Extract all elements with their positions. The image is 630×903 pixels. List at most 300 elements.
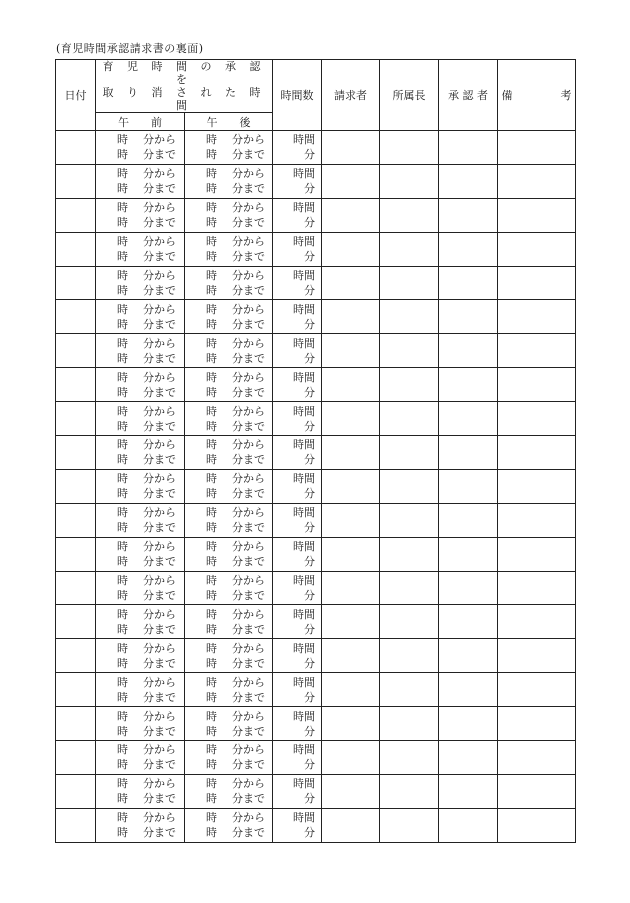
hour-label: 時: [117, 675, 128, 689]
requester-cell[interactable]: [322, 774, 380, 808]
date-cell[interactable]: [56, 605, 96, 639]
requester-cell[interactable]: [322, 639, 380, 673]
until-label: 分まで: [232, 385, 265, 399]
hours-count-cell[interactable]: [273, 503, 322, 537]
am-time-cell[interactable]: [96, 707, 185, 741]
from-label: 分から: [232, 404, 265, 418]
remarks-cell[interactable]: [498, 266, 576, 300]
hour-label: 時: [117, 182, 128, 196]
am-time-cell[interactable]: [96, 774, 185, 808]
hours-count-cell[interactable]: [273, 131, 322, 165]
hour-label: 時: [206, 201, 217, 215]
from-label: 分から: [143, 743, 176, 757]
dept-head-cell[interactable]: [380, 639, 439, 673]
approver-cell[interactable]: [439, 639, 498, 673]
until-label: 分まで: [232, 758, 265, 772]
pm-time-cell[interactable]: [185, 469, 273, 503]
am-time-cell[interactable]: [96, 164, 185, 198]
dept-head-cell[interactable]: [380, 808, 439, 842]
hour-label: 時: [117, 487, 128, 501]
hour-label: 時: [206, 336, 217, 350]
requester-cell[interactable]: [322, 707, 380, 741]
table-row: [56, 571, 576, 605]
date-cell[interactable]: [56, 707, 96, 741]
approver-cell[interactable]: [439, 402, 498, 436]
remarks-cell[interactable]: [498, 131, 576, 165]
approver-cell[interactable]: [439, 469, 498, 503]
remarks-cell[interactable]: [498, 605, 576, 639]
dept-head-cell[interactable]: [380, 741, 439, 775]
dept-head-cell[interactable]: [380, 266, 439, 300]
dept-head-cell[interactable]: [380, 131, 439, 165]
am-time-cell[interactable]: [96, 741, 185, 775]
hours-count-cell[interactable]: [273, 673, 322, 707]
dept-head-cell[interactable]: [380, 571, 439, 605]
date-cell[interactable]: [56, 774, 96, 808]
dept-head-cell[interactable]: [380, 368, 439, 402]
pm-time-cell[interactable]: [185, 741, 273, 775]
pm-time-cell[interactable]: [185, 131, 273, 165]
pm-time-cell[interactable]: [185, 503, 273, 537]
requester-cell[interactable]: [322, 741, 380, 775]
hour-label: 時: [117, 317, 128, 331]
approver-cell[interactable]: [439, 436, 498, 470]
hour-label: 時: [117, 216, 128, 230]
approver-cell[interactable]: [439, 334, 498, 368]
hours-count-cell[interactable]: [273, 605, 322, 639]
hour-label: 時: [206, 487, 217, 501]
hour-label: 時: [117, 269, 128, 282]
hours-count-cell[interactable]: [273, 232, 322, 266]
minutes-unit-label: 分: [304, 826, 316, 840]
minutes-unit-label: 分: [304, 250, 316, 264]
pm-time-cell[interactable]: [185, 571, 273, 605]
hour-label: 時: [117, 777, 128, 791]
remarks-cell[interactable]: [498, 774, 576, 808]
requester-cell[interactable]: [322, 537, 380, 571]
hour-label: 時: [117, 250, 128, 264]
until-label: 分まで: [232, 284, 265, 297]
pm-time-cell[interactable]: [185, 605, 273, 639]
hour-label: 時: [206, 826, 217, 840]
from-label: 分から: [143, 607, 176, 621]
remarks-cell[interactable]: [498, 300, 576, 334]
approver-cell[interactable]: [439, 368, 498, 402]
minutes-unit-label: 分: [304, 453, 316, 467]
hour-label: 時: [117, 133, 128, 147]
pm-time-cell[interactable]: [185, 402, 273, 436]
until-label: 分まで: [232, 351, 265, 365]
hours-count-cell[interactable]: [273, 402, 322, 436]
hours-unit-label: 時間: [293, 675, 316, 689]
from-label: 分から: [143, 302, 176, 316]
hours-count-cell[interactable]: [273, 741, 322, 775]
minutes-unit-label: 分: [304, 419, 316, 433]
until-label: 分まで: [143, 555, 176, 569]
requester-cell[interactable]: [322, 300, 380, 334]
hour-label: 時: [117, 472, 128, 486]
remarks-cell[interactable]: [498, 334, 576, 368]
hour-label: 時: [117, 743, 128, 757]
hour-label: 時: [117, 370, 128, 384]
hour-label: 時: [117, 453, 128, 467]
until-label: 分まで: [143, 250, 176, 264]
hours-count-cell[interactable]: [273, 334, 322, 368]
requester-cell[interactable]: [322, 164, 380, 198]
approver-cell[interactable]: [439, 808, 498, 842]
until-label: 分まで: [143, 453, 176, 467]
remarks-cell[interactable]: [498, 707, 576, 741]
hours-count-cell[interactable]: [273, 469, 322, 503]
minutes-unit-label: 分: [304, 758, 316, 772]
hour-label: 時: [117, 302, 128, 316]
hour-label: 時: [117, 607, 128, 621]
hours-unit-label: 時間: [293, 404, 316, 418]
dept-head-cell[interactable]: [380, 503, 439, 537]
dept-head-cell[interactable]: [380, 436, 439, 470]
table-row: [56, 605, 576, 639]
from-label: 分から: [232, 777, 265, 791]
hours-count-cell[interactable]: [273, 571, 322, 605]
requester-cell[interactable]: [322, 402, 380, 436]
pm-time-cell[interactable]: [185, 334, 273, 368]
am-time-cell[interactable]: [96, 673, 185, 707]
requester-cell[interactable]: [322, 334, 380, 368]
hour-label: 時: [206, 675, 217, 689]
approver-cell[interactable]: [439, 673, 498, 707]
am-time-cell[interactable]: [96, 537, 185, 571]
minutes-unit-label: 分: [304, 555, 316, 569]
from-label: 分から: [143, 201, 176, 215]
dept-head-cell[interactable]: [380, 198, 439, 232]
requester-cell[interactable]: [322, 198, 380, 232]
pm-time-cell[interactable]: [185, 232, 273, 266]
from-label: 分から: [232, 472, 265, 486]
minutes-unit-label: 分: [304, 182, 316, 196]
hour-label: 時: [206, 472, 217, 486]
approver-cell[interactable]: [439, 198, 498, 232]
am-time-cell[interactable]: [96, 131, 185, 165]
am-time-cell[interactable]: [96, 639, 185, 673]
hour-label: 時: [206, 622, 217, 636]
pm-time-cell[interactable]: [185, 639, 273, 673]
hours-count-cell[interactable]: [273, 436, 322, 470]
dept-head-cell[interactable]: [380, 774, 439, 808]
hour-label: 時: [117, 540, 128, 554]
minutes-unit-label: 分: [304, 792, 316, 806]
date-cell[interactable]: [56, 164, 96, 198]
remarks-cell[interactable]: [498, 639, 576, 673]
requester-cell[interactable]: [322, 571, 380, 605]
header-remarks-label: 備 考: [501, 89, 572, 102]
date-cell[interactable]: [56, 639, 96, 673]
minutes-unit-label: 分: [304, 656, 316, 670]
hour-label: 時: [206, 656, 217, 670]
table-row: [56, 402, 576, 436]
am-time-cell[interactable]: [96, 469, 185, 503]
am-time-cell[interactable]: [96, 808, 185, 842]
pm-time-cell[interactable]: [185, 537, 273, 571]
approver-cell[interactable]: [439, 707, 498, 741]
from-label: 分から: [232, 167, 265, 181]
date-cell[interactable]: [56, 368, 96, 402]
table-row: [56, 469, 576, 503]
minutes-unit-label: 分: [304, 622, 316, 636]
table-row: [56, 164, 576, 198]
hours-count-cell[interactable]: [273, 808, 322, 842]
until-label: 分まで: [232, 419, 265, 433]
am-time-cell[interactable]: [96, 266, 185, 300]
approver-cell[interactable]: [439, 164, 498, 198]
hours-unit-label: 時間: [293, 540, 316, 554]
date-cell[interactable]: [56, 402, 96, 436]
hour-label: 時: [206, 182, 217, 196]
pm-time-cell[interactable]: [185, 198, 273, 232]
requester-cell[interactable]: [322, 808, 380, 842]
from-label: 分から: [143, 404, 176, 418]
minutes-unit-label: 分: [304, 385, 316, 399]
approver-cell[interactable]: [439, 741, 498, 775]
date-cell[interactable]: [56, 503, 96, 537]
hours-count-cell[interactable]: [273, 707, 322, 741]
am-time-cell[interactable]: [96, 232, 185, 266]
pm-time-cell[interactable]: [185, 300, 273, 334]
hour-label: 時: [117, 641, 128, 655]
hour-label: 時: [206, 235, 217, 249]
am-time-cell[interactable]: [96, 571, 185, 605]
from-label: 分から: [232, 743, 265, 757]
until-label: 分まで: [143, 758, 176, 772]
date-cell[interactable]: [56, 232, 96, 266]
remarks-cell[interactable]: [498, 537, 576, 571]
until-label: 分まで: [232, 453, 265, 467]
minutes-unit-label: 分: [304, 216, 316, 230]
approver-cell[interactable]: [439, 605, 498, 639]
requester-cell[interactable]: [322, 368, 380, 402]
date-cell[interactable]: [56, 131, 96, 165]
hour-label: 時: [206, 724, 217, 738]
hour-label: 時: [206, 709, 217, 723]
dept-head-cell[interactable]: [380, 469, 439, 503]
am-time-cell[interactable]: [96, 334, 185, 368]
dept-head-cell[interactable]: [380, 605, 439, 639]
hour-label: 時: [117, 438, 128, 452]
remarks-cell[interactable]: [498, 198, 576, 232]
header-am: 午 前: [96, 113, 185, 131]
pm-time-cell[interactable]: [185, 164, 273, 198]
pm-time-cell[interactable]: [185, 707, 273, 741]
hour-label: 時: [117, 404, 128, 418]
am-time-cell[interactable]: [96, 368, 185, 402]
date-cell[interactable]: [56, 673, 96, 707]
approver-cell[interactable]: [439, 300, 498, 334]
hours-unit-label: 時間: [293, 438, 316, 452]
approver-cell[interactable]: [439, 232, 498, 266]
remarks-cell[interactable]: [498, 741, 576, 775]
from-label: 分から: [143, 574, 176, 588]
until-label: 分まで: [143, 656, 176, 670]
table-row: [56, 334, 576, 368]
pm-time-cell[interactable]: [185, 368, 273, 402]
remarks-cell[interactable]: [498, 673, 576, 707]
until-label: 分まで: [143, 216, 176, 230]
hour-label: 時: [206, 302, 217, 316]
approver-cell[interactable]: [439, 571, 498, 605]
hour-label: 時: [117, 622, 128, 636]
requester-cell[interactable]: [322, 605, 380, 639]
until-label: 分まで: [232, 317, 265, 331]
minutes-unit-label: 分: [304, 724, 316, 738]
dept-head-cell[interactable]: [380, 673, 439, 707]
dept-head-cell[interactable]: [380, 232, 439, 266]
date-cell[interactable]: [56, 571, 96, 605]
minutes-unit-label: 分: [304, 521, 316, 535]
date-cell[interactable]: [56, 198, 96, 232]
date-cell[interactable]: [56, 334, 96, 368]
until-label: 分まで: [232, 826, 265, 840]
from-label: 分から: [143, 438, 176, 452]
pm-time-cell[interactable]: [185, 436, 273, 470]
hours-count-cell[interactable]: [273, 537, 322, 571]
from-label: 分から: [143, 641, 176, 655]
from-label: 分から: [232, 336, 265, 350]
approver-cell[interactable]: [439, 503, 498, 537]
dept-head-cell[interactable]: [380, 164, 439, 198]
hours-count-cell[interactable]: [273, 300, 322, 334]
remarks-cell[interactable]: [498, 469, 576, 503]
requester-cell[interactable]: [322, 503, 380, 537]
hour-label: 時: [117, 336, 128, 350]
dept-head-cell[interactable]: [380, 537, 439, 571]
hours-count-cell[interactable]: [273, 368, 322, 402]
remarks-cell[interactable]: [498, 436, 576, 470]
hour-label: 時: [206, 317, 217, 331]
table-row: [56, 673, 576, 707]
hours-unit-label: 時間: [293, 235, 316, 249]
remarks-cell[interactable]: [498, 232, 576, 266]
hour-label: 時: [117, 235, 128, 249]
dept-head-cell[interactable]: [380, 707, 439, 741]
hour-label: 時: [206, 743, 217, 757]
hours-count-cell[interactable]: [273, 164, 322, 198]
requester-cell[interactable]: [322, 266, 380, 300]
remarks-cell[interactable]: [498, 368, 576, 402]
approver-cell[interactable]: [439, 774, 498, 808]
pm-time-cell[interactable]: [185, 774, 273, 808]
hours-unit-label: 時間: [293, 302, 316, 316]
am-time-cell[interactable]: [96, 436, 185, 470]
approver-cell[interactable]: [439, 537, 498, 571]
hour-label: 時: [206, 133, 217, 147]
date-cell[interactable]: [56, 436, 96, 470]
date-cell[interactable]: [56, 741, 96, 775]
date-cell[interactable]: [56, 266, 96, 300]
approver-cell[interactable]: [439, 131, 498, 165]
am-time-cell[interactable]: [96, 300, 185, 334]
until-label: 分まで: [232, 555, 265, 569]
am-time-cell[interactable]: [96, 198, 185, 232]
header-dept-head: 所属長: [380, 60, 439, 131]
header-requester: 請求者: [322, 60, 380, 131]
requester-cell[interactable]: [322, 131, 380, 165]
hours-unit-label: 時間: [293, 709, 316, 723]
hours-count-cell[interactable]: [273, 774, 322, 808]
requester-cell[interactable]: [322, 673, 380, 707]
hour-label: 時: [206, 284, 217, 297]
hours-unit-label: 時間: [293, 574, 316, 588]
hours-unit-label: 時間: [293, 269, 316, 282]
dept-head-cell[interactable]: [380, 334, 439, 368]
dept-head-cell[interactable]: [380, 402, 439, 436]
hours-count-cell[interactable]: [273, 266, 322, 300]
until-label: 分まで: [232, 148, 265, 162]
from-label: 分から: [232, 675, 265, 689]
requester-cell[interactable]: [322, 469, 380, 503]
header-remarks: [498, 60, 576, 131]
from-label: 分から: [143, 336, 176, 350]
pm-time-cell[interactable]: [185, 266, 273, 300]
am-time-cell[interactable]: [96, 402, 185, 436]
until-label: 分まで: [232, 182, 265, 196]
hours-count-cell[interactable]: [273, 198, 322, 232]
remarks-cell[interactable]: [498, 571, 576, 605]
until-label: 分まで: [143, 419, 176, 433]
form-caption: (育児時間承認請求書の裏面): [56, 42, 204, 55]
hour-label: 時: [117, 385, 128, 399]
remarks-cell[interactable]: [498, 808, 576, 842]
date-cell[interactable]: [56, 469, 96, 503]
am-time-cell[interactable]: [96, 605, 185, 639]
hour-label: 時: [117, 148, 128, 162]
pm-time-cell[interactable]: [185, 808, 273, 842]
hours-unit-label: 時間: [293, 167, 316, 181]
from-label: 分から: [143, 777, 176, 791]
hours-count-cell[interactable]: [273, 639, 322, 673]
pm-time-cell[interactable]: [185, 673, 273, 707]
hour-label: 時: [117, 709, 128, 723]
approver-cell[interactable]: [439, 266, 498, 300]
date-cell[interactable]: [56, 300, 96, 334]
am-time-cell[interactable]: [96, 503, 185, 537]
date-cell[interactable]: [56, 537, 96, 571]
hour-label: 時: [206, 574, 217, 588]
until-label: 分まで: [232, 216, 265, 230]
dept-head-cell[interactable]: [380, 300, 439, 334]
hour-label: 時: [117, 826, 128, 840]
table-row: [56, 436, 576, 470]
from-label: 分から: [143, 675, 176, 689]
hour-label: 時: [117, 792, 128, 806]
hours-unit-label: 時間: [293, 472, 316, 486]
date-cell[interactable]: [56, 808, 96, 842]
remarks-cell[interactable]: [498, 164, 576, 198]
table-row: [56, 808, 576, 842]
hour-label: 時: [117, 419, 128, 433]
table-row: [56, 131, 576, 165]
remarks-cell[interactable]: [498, 503, 576, 537]
from-label: 分から: [143, 235, 176, 249]
hour-label: 時: [206, 589, 217, 603]
header-pm: 午 後: [185, 113, 273, 131]
hours-unit-label: 時間: [293, 777, 316, 791]
requester-cell[interactable]: [322, 436, 380, 470]
from-label: 分から: [232, 370, 265, 384]
hour-label: 時: [117, 167, 128, 181]
remarks-cell[interactable]: [498, 402, 576, 436]
requester-cell[interactable]: [322, 232, 380, 266]
minutes-unit-label: 分: [304, 589, 316, 603]
table-row: [56, 639, 576, 673]
